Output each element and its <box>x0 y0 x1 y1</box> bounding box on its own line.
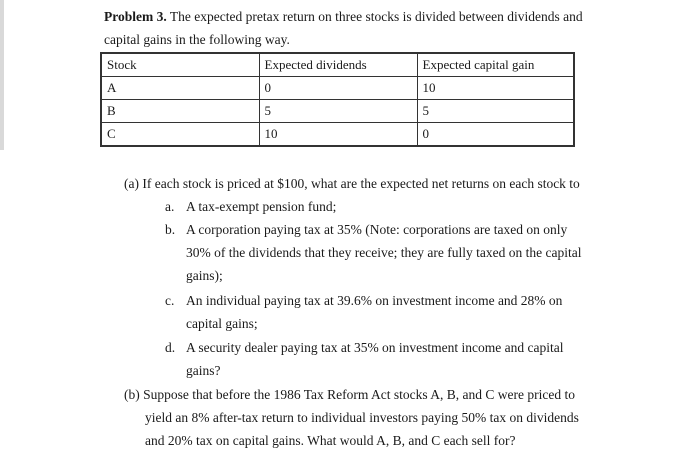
problem-intro-line2: capital gains in the following way. <box>104 32 290 47</box>
problem-label: Problem 3. <box>104 9 167 24</box>
item-label: d. <box>165 340 176 355</box>
item-text: gains); <box>186 268 223 283</box>
header-expected-dividends: Expected dividends <box>259 53 417 77</box>
cell-stock: A <box>101 77 259 100</box>
item-text: A security dealer paying tax at 35% on investment income and capital <box>186 340 564 355</box>
table-row <box>101 77 574 100</box>
cell-dividends: 10 <box>259 123 417 147</box>
item-label: b. <box>165 222 176 237</box>
item-label: a. <box>165 199 175 214</box>
stock-returns-table <box>100 52 575 147</box>
cell-stock: B <box>101 100 259 123</box>
cell-stock: C <box>101 123 259 147</box>
item-text: 30% of the dividends that they receive; they are fully taxed on the capital <box>186 245 582 260</box>
part-b-line1: (b) Suppose that before the 1986 Tax Reform Act stocks A, B, and C were priced to <box>124 387 575 402</box>
cell-capital-gain: 0 <box>417 123 574 147</box>
header-expected-capital-gain: Expected capital gain <box>417 53 574 77</box>
page-edge <box>0 0 4 150</box>
cell-dividends: 0 <box>259 77 417 100</box>
cell-dividends: 5 <box>259 100 417 123</box>
problem-heading <box>104 5 684 51</box>
item-text: gains? <box>186 363 221 378</box>
table-header-row <box>101 53 574 77</box>
part-b-line2: yield an 8% after-tax return to individual investors paying 50% tax on dividends <box>145 410 579 425</box>
problem-intro-line1: The expected pretax return on three stocks is divided between dividends and <box>169 9 583 24</box>
item-text: capital gains; <box>186 316 258 331</box>
cell-capital-gain: 10 <box>417 77 574 100</box>
item-text: An individual paying tax at 39.6% on investment income and 28% on <box>186 293 563 308</box>
table-row <box>101 100 574 123</box>
table-row <box>101 123 574 147</box>
cell-capital-gain: 5 <box>417 100 574 123</box>
part-b-line3: and 20% tax on capital gains. What would A, B, and C each sell for? <box>145 433 516 448</box>
item-text: A tax-exempt pension fund; <box>186 199 337 214</box>
item-text: A corporation paying tax at 35% (Note: corporations are taxed on only <box>186 222 568 237</box>
item-label: c. <box>165 293 175 308</box>
header-stock: Stock <box>101 53 259 77</box>
part-a-question: (a) If each stock is priced at $100, what are the expected net returns on each stock to <box>124 176 580 191</box>
